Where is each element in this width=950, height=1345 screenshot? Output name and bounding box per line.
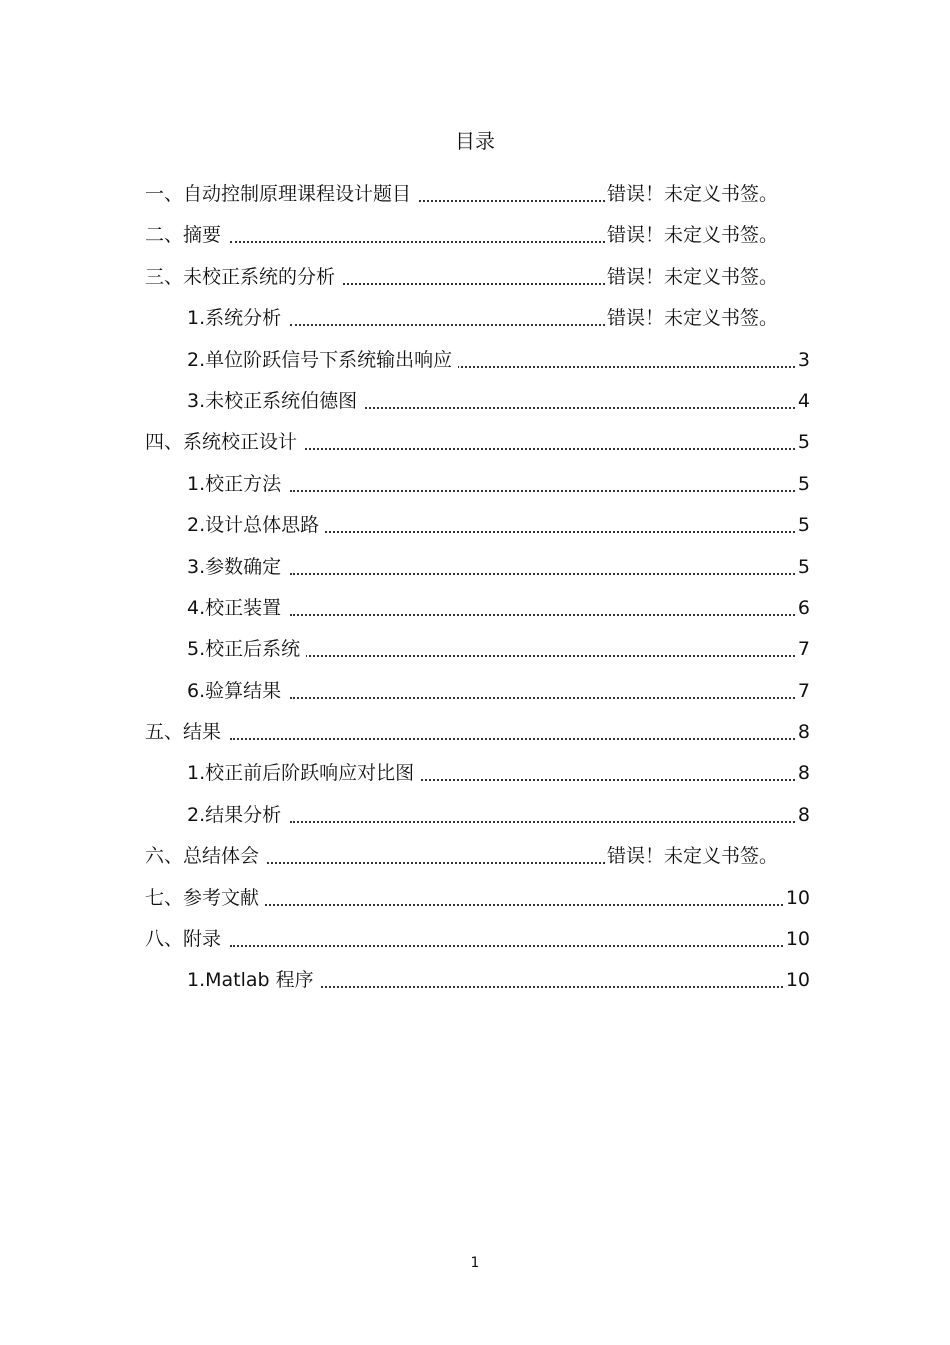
toc-entry[interactable] [0,471,950,512]
toc-entry-page: 错误！未定义书签。 [607,307,779,330]
toc-entry-label: 六、总结体会 [145,843,265,869]
toc-entry-label: 三、未校正系统的分析 [145,264,341,290]
toc-entry-label: 3.未校正系统伯德图 [187,388,363,414]
toc-entry-label: 七、参考文献 [145,885,265,911]
toc-entry-label: 四、系统校正设计 [145,429,303,455]
toc-entry-label: 2.设计总体思路 [187,512,325,538]
toc-entry-label: 二、摘要 [145,222,227,248]
toc-entry-label: 1.校正方法 [187,471,287,497]
toc-leader-dots [290,980,810,988]
toc-entry[interactable] [0,222,950,263]
toc-entry-page: 5 [797,555,810,578]
toc-leader-dots [290,525,810,533]
toc-entry-label: 1.校正前后阶跃响应对比图 [187,760,420,786]
toc-entry-label: 1.系统分析 [187,305,287,331]
toc-leader-dots [230,939,810,947]
toc-entry-label: 一、自动控制原理课程设计题目 [145,181,417,207]
toc-entry-page: 8 [797,762,810,785]
toc-entry-page: 5 [797,472,810,495]
toc-entry-label: 2.单位阶跃信号下系统输出响应 [187,347,458,373]
toc-entry-page: 7 [797,638,810,661]
toc-entry-page: 5 [797,431,810,454]
toc-leader-dots [230,856,605,864]
toc-entry[interactable] [0,429,950,470]
toc-entry-label: 八、附录 [145,926,227,952]
toc-entry[interactable] [0,678,950,719]
toc-entry-page: 4 [797,389,810,412]
toc-leader-dots [230,898,810,906]
toc-entry[interactable] [0,719,950,760]
toc-entry-page: 7 [797,679,810,702]
toc-entry-label: 1.Matlab 程序 [187,967,320,993]
toc-entry-page: 10 [785,969,810,992]
toc-leader-dots [290,567,810,575]
toc-entry-label: 6.验算结果 [187,678,287,704]
toc-entry-page: 错误！未定义书签。 [607,845,779,868]
toc-entry-page: 8 [797,721,810,744]
toc-entry-page: 10 [785,928,810,951]
toc-entry[interactable] [0,595,950,636]
toc-entry-page: 3 [797,348,810,371]
toc-entry[interactable] [0,760,950,801]
toc-entry[interactable] [0,636,950,677]
toc-entry[interactable] [0,264,950,305]
toc-entry-label: 3.参数确定 [187,554,287,580]
toc-entry-label: 2.结果分析 [187,802,287,828]
toc-entry-page: 错误！未定义书签。 [607,183,779,205]
page-number: 1 [470,1255,480,1271]
page-title: 目录 [455,129,495,153]
toc-entry-page: 错误！未定义书签。 [607,224,779,247]
toc-entry-page: 6 [797,596,810,619]
toc-leader-dots [290,318,605,326]
toc-leader-dots [230,732,810,740]
toc-entry[interactable] [0,967,950,1008]
toc-leader-dots [230,235,605,243]
toc-entry[interactable] [0,181,950,222]
table-of-contents [0,181,950,1009]
toc-entry[interactable] [0,554,950,595]
toc-entry-label: 5.校正后系统 [187,636,306,662]
toc-leader-dots [290,484,810,492]
toc-entry[interactable] [0,388,950,429]
toc-entry-page: 10 [785,886,810,909]
toc-entry[interactable] [0,512,950,553]
toc-entry-label: 4.校正装置 [187,595,287,621]
toc-entry[interactable] [0,305,950,346]
toc-leader-dots [290,815,810,823]
toc-entry-page: 8 [797,803,810,826]
toc-entry[interactable] [0,885,950,926]
toc-entry[interactable] [0,347,950,388]
toc-entry[interactable] [0,926,950,967]
toc-leader-dots [290,608,810,616]
toc-leader-dots [290,401,810,409]
toc-entry-label: 五、结果 [145,719,227,745]
toc-entry-page: 错误！未定义书签。 [607,265,779,288]
toc-entry[interactable] [0,843,950,884]
toc-entry[interactable] [0,802,950,843]
toc-entry-page: 5 [797,514,810,537]
toc-leader-dots [290,691,810,699]
toc-leader-dots [290,649,810,657]
toc-leader-dots [230,442,810,450]
